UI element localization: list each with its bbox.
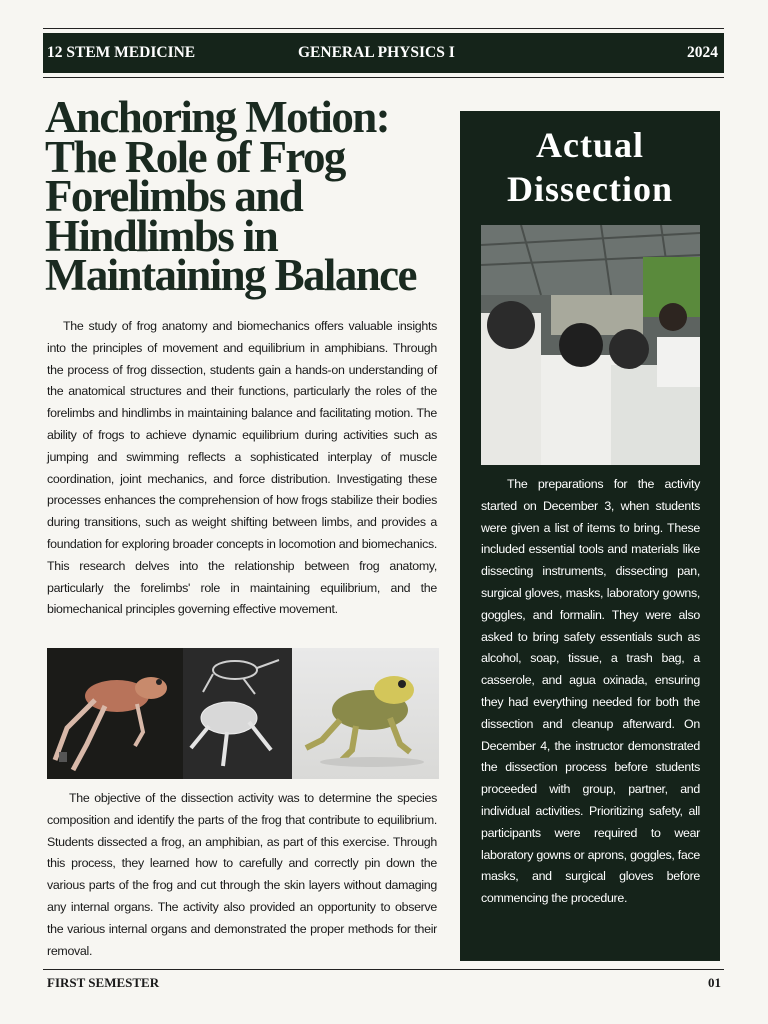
top-rule: [43, 28, 724, 29]
article-title: [45, 92, 465, 300]
title-line: Maintaining Balance: [45, 250, 416, 300]
footer-semester: FIRST SEMESTER: [47, 975, 160, 990]
title-line: Forelimbs and: [45, 171, 303, 221]
frog-wireframe-image: [183, 648, 292, 779]
dissection-class-photo: [481, 225, 700, 465]
header-year: 2024: [687, 44, 718, 61]
frog-figure-row: [47, 648, 439, 779]
intro-paragraph-block: [47, 316, 437, 621]
header-bar: [43, 33, 724, 73]
title-line: The Role of Frog: [45, 131, 345, 182]
header-subject: GENERAL PHYSICS I: [298, 44, 455, 61]
header-grade-section: 12 STEM MEDICINE: [47, 44, 196, 61]
sidebar-title-line: Dissection: [507, 169, 673, 209]
preparation-paragraph: The preparations for the activity started on December 3, when students were given a list of items to bring. These included essential tools and materials like dissecting instruments, dissecting pan, surgical gloves, masks, laboratory gowns, goggles, and formalin. They were also asked to bring safety essentials such as alcohol, soap, tissue, a trash bag, a casserole, and agua oxinada, ensuring they had everything needed for both the dissection and cleanup afterward. On December 4, the instructor demonstrated the dissection process before students proceeded with group, partner, and individual activities. Prioritizing safety, all participants were required to wear laboratory gowns or aprons, goggles, face masks, and surgical gloves before commencing the procedure.: [481, 477, 700, 906]
footer-page-number: 01: [708, 975, 721, 990]
frog-anatomy-image: [47, 648, 183, 779]
sidebar-title-line: Actual: [536, 125, 644, 165]
header-bottom-rule: [43, 77, 724, 78]
objective-paragraph: The objective of the dissection activity was to determine the species composition and identify the parts of the frog that contribute to equilibrium. Students dissected a frog, an amphibian, as part of this exercise. Through this process, they learned how to carefully and correctly pin down the various parts of the frog and cut through the skin layers without damaging any internal organs. The activity also provided an opportunity to observe the various internal organs and demonstrated the proper methods for their removal.: [47, 791, 437, 958]
dissection-sidebar: [460, 111, 720, 961]
footer-rule: [43, 969, 724, 970]
sidebar-title: [460, 123, 720, 211]
intro-paragraph: The study of frog anatomy and biomechanics offers valuable insights into the principles of movement and equilibrium in amphibians. Through the process of frog dissection, students gain a hands-on understanding of the anatomical structures and their functions, particularly the roles of the forelimbs and hindlimbs in maintaining balance and facilitating motion. The ability of frogs to achieve dynamic equilibrium during activities such as jumping and swimming reflects a sophisticated interplay of muscle coordination, joint mechanics, and force distribution. Investigating these processes enhances the comprehension of how frogs stabilize their bodies during transitions, such as weight shifting between limbs, and provides a foundation for exploring broader concepts in locomotion and biomechanics. This research delves into the relationship between frog anatomy, particularly the forelimbs' role in maintaining equilibrium, and the biomechanical principles governing effective movement.: [47, 319, 437, 617]
title-line: Anchoring Motion:: [45, 92, 390, 142]
title-line: Hindlimbs in: [45, 210, 278, 261]
preparation-paragraph-block: [481, 474, 700, 910]
objective-paragraph-block: [47, 788, 437, 962]
frog-3d-model-image: [292, 648, 439, 779]
